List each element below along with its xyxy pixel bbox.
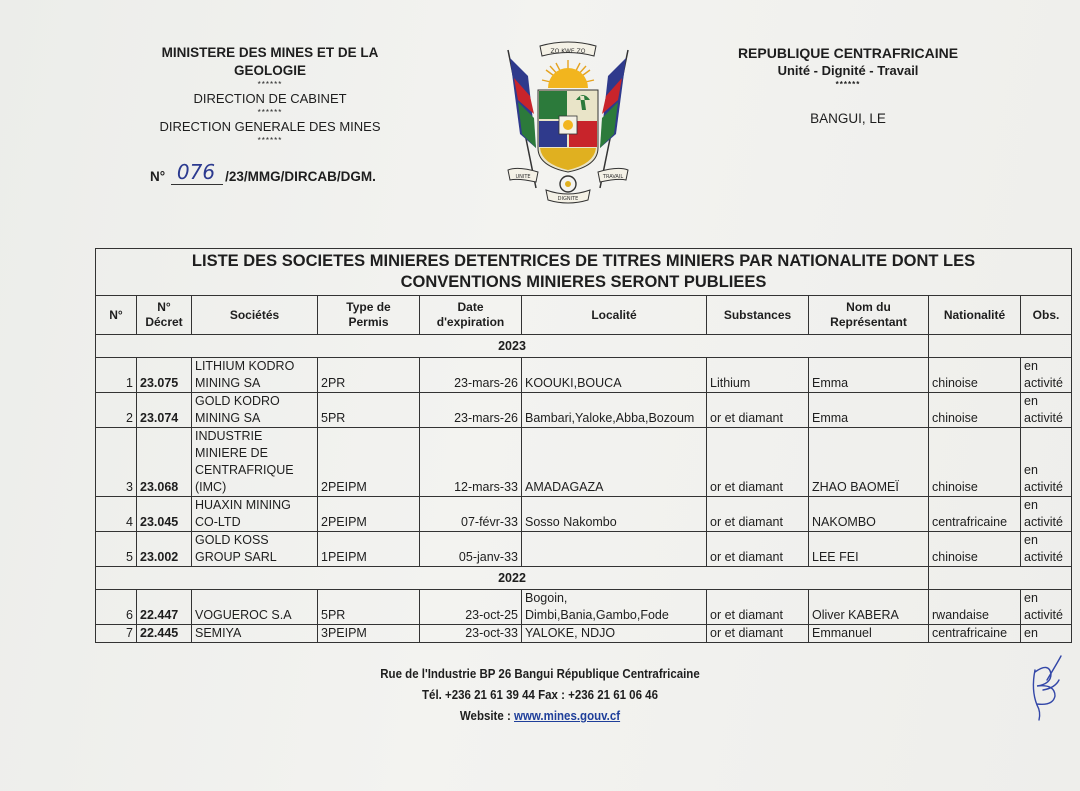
footer-phone-fax: Tél. +236 21 61 39 44 Fax : +236 21 61 06 46 bbox=[422, 688, 658, 702]
representative-name bbox=[809, 625, 929, 643]
row-number-line: 7 bbox=[126, 626, 133, 640]
substance bbox=[707, 532, 809, 567]
ribbon-bottom-text: DIGNITE bbox=[557, 196, 579, 202]
decret-number bbox=[137, 590, 192, 625]
locality bbox=[522, 625, 707, 643]
company-name bbox=[192, 590, 318, 625]
substance-line: or et diamant bbox=[710, 515, 783, 529]
year-label: 2022 bbox=[96, 567, 929, 590]
motto-zo-kwe-zo: ZO KWE ZO bbox=[550, 48, 586, 55]
representative-name-line: ZHAO BAOMEÏ bbox=[812, 480, 899, 494]
company-name bbox=[192, 428, 318, 497]
place-date: BANGUI, LE bbox=[810, 111, 886, 126]
company-name-line: MINIERE DE bbox=[195, 446, 268, 460]
nationality bbox=[929, 497, 1021, 532]
locality-line: KOOUKI,BOUCA bbox=[525, 376, 622, 390]
nationality bbox=[929, 625, 1021, 643]
company-name bbox=[192, 393, 318, 428]
permit-type bbox=[318, 358, 420, 393]
observation-line: activité bbox=[1024, 376, 1063, 390]
ministry-header bbox=[150, 44, 390, 146]
permit-type-line: 2PR bbox=[321, 376, 346, 390]
row-number-line: 6 bbox=[126, 608, 133, 622]
representative-name bbox=[809, 393, 929, 428]
expiration-date bbox=[420, 358, 522, 393]
cabinet-direction: DIRECTION DE CABINET bbox=[193, 91, 347, 106]
footer-website-link[interactable]: www.mines.gouv.cf bbox=[514, 709, 621, 723]
locality-line: Sosso Nakombo bbox=[525, 515, 617, 529]
company-name bbox=[192, 625, 318, 643]
nationality bbox=[929, 358, 1021, 393]
representative-name bbox=[809, 532, 929, 567]
observation-line: activité bbox=[1024, 411, 1063, 425]
substance-line: or et diamant bbox=[710, 411, 783, 425]
separator-stars: ****** bbox=[835, 80, 861, 89]
company-name-line: SEMIYA bbox=[195, 626, 242, 640]
expiration-date-line: 23-oct-25 bbox=[465, 608, 518, 622]
nationality-line: chinoise bbox=[932, 480, 978, 494]
footer-website-line bbox=[319, 706, 761, 727]
permit-type bbox=[318, 428, 420, 497]
locality-line: Bogoin, bbox=[525, 591, 568, 605]
representative-name bbox=[809, 497, 929, 532]
expiration-date-line: 05-janv-33 bbox=[458, 550, 518, 564]
expiration-date-line: 23-mars-26 bbox=[454, 376, 518, 390]
separator-stars: ****** bbox=[257, 80, 283, 89]
substance bbox=[707, 625, 809, 643]
row-number-line: 1 bbox=[126, 376, 133, 390]
col-header-nationalite: Nationalité bbox=[929, 296, 1021, 335]
row-number bbox=[96, 428, 137, 497]
representative-name bbox=[809, 428, 929, 497]
decret-number-line: 23.075 bbox=[140, 376, 179, 390]
substance-line: or et diamant bbox=[710, 626, 783, 640]
company-name-line: LITHIUM KODRO bbox=[195, 359, 295, 373]
observation-line: activité bbox=[1024, 480, 1063, 494]
permit-type bbox=[318, 532, 420, 567]
mines-direction: DIRECTION GENERALE DES MINES bbox=[159, 119, 381, 134]
col-header-date-l2: d'expiration bbox=[436, 315, 505, 329]
national-motto: Unité - Dignité - Travail bbox=[777, 63, 919, 78]
col-header-obs: Obs. bbox=[1021, 296, 1072, 335]
representative-name-line: Emma bbox=[812, 411, 849, 425]
table-row bbox=[96, 358, 1072, 393]
observation bbox=[1021, 497, 1072, 532]
expiration-date bbox=[420, 532, 522, 567]
country-name: REPUBLIQUE CENTRAFRICAINE bbox=[737, 45, 959, 61]
row-number-line: 4 bbox=[126, 515, 133, 529]
row-number bbox=[96, 393, 137, 428]
decret-number-line: 22.445 bbox=[140, 626, 179, 640]
expiration-date bbox=[420, 393, 522, 428]
observation-line: en bbox=[1024, 533, 1038, 547]
col-header-localite: Localité bbox=[522, 296, 707, 335]
col-header-decret-l1: N° bbox=[157, 300, 171, 314]
expiration-date bbox=[420, 497, 522, 532]
company-name-line: VOGUEROC S.A bbox=[195, 608, 292, 622]
expiration-date-line: 23-oct-33 bbox=[465, 626, 518, 640]
decret-number bbox=[137, 497, 192, 532]
separator-stars: ****** bbox=[257, 108, 283, 117]
company-name bbox=[192, 532, 318, 567]
coat-of-arms-emblem bbox=[498, 38, 638, 208]
row-number bbox=[96, 590, 137, 625]
col-header-type-l1: Type de bbox=[346, 300, 391, 314]
col-header-representant bbox=[809, 296, 929, 335]
table-row bbox=[96, 393, 1072, 428]
col-header-date bbox=[420, 296, 522, 335]
expiration-date bbox=[420, 625, 522, 643]
table-header-row bbox=[96, 296, 1072, 335]
nationality-line: chinoise bbox=[932, 550, 978, 564]
locality bbox=[522, 358, 707, 393]
observation bbox=[1021, 358, 1072, 393]
row-number bbox=[96, 625, 137, 643]
permit-type-line: 2PEIPM bbox=[321, 515, 367, 529]
col-header-type bbox=[318, 296, 420, 335]
observation-line: activité bbox=[1024, 608, 1063, 622]
decret-number-line: 23.045 bbox=[140, 515, 179, 529]
observation-line: en bbox=[1024, 498, 1038, 512]
representative-name bbox=[809, 590, 929, 625]
observation-line: en bbox=[1024, 463, 1038, 477]
expiration-date-line: 12-mars-33 bbox=[454, 480, 518, 494]
row-number bbox=[96, 497, 137, 532]
ref-suffix: /23/MMG/DIRCAB/DGM. bbox=[225, 169, 376, 184]
republic-header bbox=[718, 44, 978, 128]
locality bbox=[522, 393, 707, 428]
observation bbox=[1021, 532, 1072, 567]
decret-number bbox=[137, 428, 192, 497]
observation bbox=[1021, 393, 1072, 428]
nationality bbox=[929, 590, 1021, 625]
row-number-line: 5 bbox=[126, 550, 133, 564]
decret-number bbox=[137, 358, 192, 393]
letterhead-footer bbox=[319, 664, 761, 727]
locality bbox=[522, 497, 707, 532]
year-label: 2023 bbox=[96, 335, 929, 358]
observation-line: en bbox=[1024, 359, 1038, 373]
decret-number-line: 22.447 bbox=[140, 608, 179, 622]
substance bbox=[707, 393, 809, 428]
permit-type bbox=[318, 590, 420, 625]
representative-name-line: NAKOMBO bbox=[812, 515, 876, 529]
row-number-line: 3 bbox=[126, 480, 133, 494]
row-number bbox=[96, 532, 137, 567]
col-header-date-l1: Date bbox=[457, 300, 484, 314]
nationality-line: rwandaise bbox=[932, 608, 989, 622]
reference-number bbox=[150, 162, 376, 187]
ref-prefix: N° bbox=[150, 169, 166, 184]
decret-number bbox=[137, 532, 192, 567]
representative-name-line: Emmanuel bbox=[812, 626, 872, 640]
company-name-line: MINING SA bbox=[195, 376, 261, 390]
ministry-name-line2: GEOLOGIE bbox=[233, 63, 306, 78]
table-row bbox=[96, 625, 1072, 643]
permit-type-line: 5PR bbox=[321, 411, 346, 425]
substance-line: or et diamant bbox=[710, 550, 783, 564]
substance-line: or et diamant bbox=[710, 608, 783, 622]
expiration-date-line: 07-févr-33 bbox=[461, 515, 518, 529]
col-header-substances: Substances bbox=[707, 296, 809, 335]
decret-number-line: 23.074 bbox=[140, 411, 179, 425]
permit-type-line: 2PEIPM bbox=[321, 480, 367, 494]
locality-line: Bambari,Yaloke,Abba,Bozoum bbox=[525, 411, 695, 425]
table-row bbox=[96, 590, 1072, 625]
year-row-2022 bbox=[96, 567, 1072, 590]
company-name-line: GOLD KOSS bbox=[195, 533, 269, 547]
col-header-rep-l2: Représentant bbox=[830, 315, 907, 329]
representative-name bbox=[809, 358, 929, 393]
rows-2023 bbox=[96, 358, 1072, 567]
locality-line: AMADAGAZA bbox=[525, 480, 604, 494]
mining-companies-table bbox=[95, 248, 1072, 643]
substance bbox=[707, 358, 809, 393]
nationality-line: chinoise bbox=[932, 411, 978, 425]
footer-address: Rue de l'Industrie BP 26 Bangui République Centrafricaine bbox=[380, 667, 700, 681]
company-name bbox=[192, 358, 318, 393]
observation-line: activité bbox=[1024, 515, 1063, 529]
substance-line: Lithium bbox=[710, 376, 751, 390]
locality-line: YALOKE, NDJO bbox=[525, 626, 616, 640]
footer-website-label: Website : bbox=[459, 709, 515, 723]
ribbon-right-text: TRAVAIL bbox=[602, 174, 624, 180]
decret-number bbox=[137, 393, 192, 428]
substance-line: or et diamant bbox=[710, 480, 783, 494]
rows-2022 bbox=[96, 590, 1072, 643]
representative-name-line: Oliver KABERA bbox=[812, 608, 899, 622]
decret-number bbox=[137, 625, 192, 643]
representative-name-line: Emma bbox=[812, 376, 849, 390]
decret-number-line: 23.002 bbox=[140, 550, 179, 564]
company-name-line: INDUSTRIE bbox=[195, 429, 263, 443]
nationality bbox=[929, 428, 1021, 497]
col-header-type-l2: Permis bbox=[348, 315, 389, 329]
substance bbox=[707, 590, 809, 625]
table-title-line2: CONVENTIONS MINIERES SERONT PUBLIEES bbox=[400, 273, 767, 291]
observation-line: activité bbox=[1024, 550, 1063, 564]
ref-handwritten-number: 076 bbox=[171, 160, 223, 185]
col-header-societe: Sociétés bbox=[192, 296, 318, 335]
locality bbox=[522, 590, 707, 625]
col-header-num: N° bbox=[96, 296, 137, 335]
table-row bbox=[96, 428, 1072, 497]
nationality-line: centrafricaine bbox=[932, 626, 1008, 640]
expiration-date bbox=[420, 428, 522, 497]
handwritten-signature bbox=[1025, 650, 1065, 725]
table-row bbox=[96, 532, 1072, 567]
observation bbox=[1021, 590, 1072, 625]
company-name-line: CENTRAFRIQUE bbox=[195, 463, 294, 477]
permit-type-line: 3PEIPM bbox=[321, 626, 367, 640]
expiration-date bbox=[420, 590, 522, 625]
observation-line: en bbox=[1024, 626, 1038, 640]
separator-stars: ****** bbox=[257, 136, 283, 145]
table-title-line1: LISTE DES SOCIETES MINIERES DETENTRICES DE TITRES MINIERS PAR NATIONALITE DONT LES bbox=[191, 252, 976, 270]
substance bbox=[707, 497, 809, 532]
nationality-line: chinoise bbox=[932, 376, 978, 390]
company-name-line: HUAXIN MINING bbox=[195, 498, 291, 512]
company-name-line: GROUP SARL bbox=[195, 550, 277, 564]
company-name bbox=[192, 497, 318, 532]
row-number-line: 2 bbox=[126, 411, 133, 425]
year-row-blank bbox=[929, 567, 1072, 590]
col-header-decret bbox=[137, 296, 192, 335]
row-number bbox=[96, 358, 137, 393]
nationality bbox=[929, 532, 1021, 567]
table-title bbox=[96, 249, 1072, 296]
company-name-line: (IMC) bbox=[195, 480, 227, 494]
substance bbox=[707, 428, 809, 497]
permit-type-line: 5PR bbox=[321, 608, 346, 622]
col-header-decret-l2: Décret bbox=[145, 315, 183, 329]
locality bbox=[522, 428, 707, 497]
year-row-2023 bbox=[96, 335, 1072, 358]
nationality-line: centrafricaine bbox=[932, 515, 1008, 529]
ministry-name-line1: MINISTERE DES MINES ET DE LA bbox=[161, 45, 379, 60]
observation bbox=[1021, 428, 1072, 497]
ribbon-left-text: UNITE bbox=[515, 174, 531, 180]
permit-type bbox=[318, 497, 420, 532]
nationality bbox=[929, 393, 1021, 428]
company-name-line: MINING SA bbox=[195, 411, 261, 425]
observation bbox=[1021, 625, 1072, 643]
permit-type-line: 1PEIPM bbox=[321, 550, 367, 564]
table-row bbox=[96, 497, 1072, 532]
locality-line: Dimbi,Bania,Gambo,Fode bbox=[525, 608, 669, 622]
expiration-date-line: 23-mars-26 bbox=[454, 411, 518, 425]
decret-number-line: 23.068 bbox=[140, 480, 179, 494]
company-name-line: CO-LTD bbox=[195, 515, 241, 529]
permit-type bbox=[318, 393, 420, 428]
observation-line: en bbox=[1024, 394, 1038, 408]
observation-line: en bbox=[1024, 591, 1038, 605]
year-row-blank bbox=[929, 335, 1072, 358]
locality bbox=[522, 532, 707, 567]
representative-name-line: LEE FEI bbox=[812, 550, 859, 564]
company-name-line: GOLD KODRO bbox=[195, 394, 280, 408]
col-header-rep-l1: Nom du bbox=[846, 300, 891, 314]
permit-type bbox=[318, 625, 420, 643]
